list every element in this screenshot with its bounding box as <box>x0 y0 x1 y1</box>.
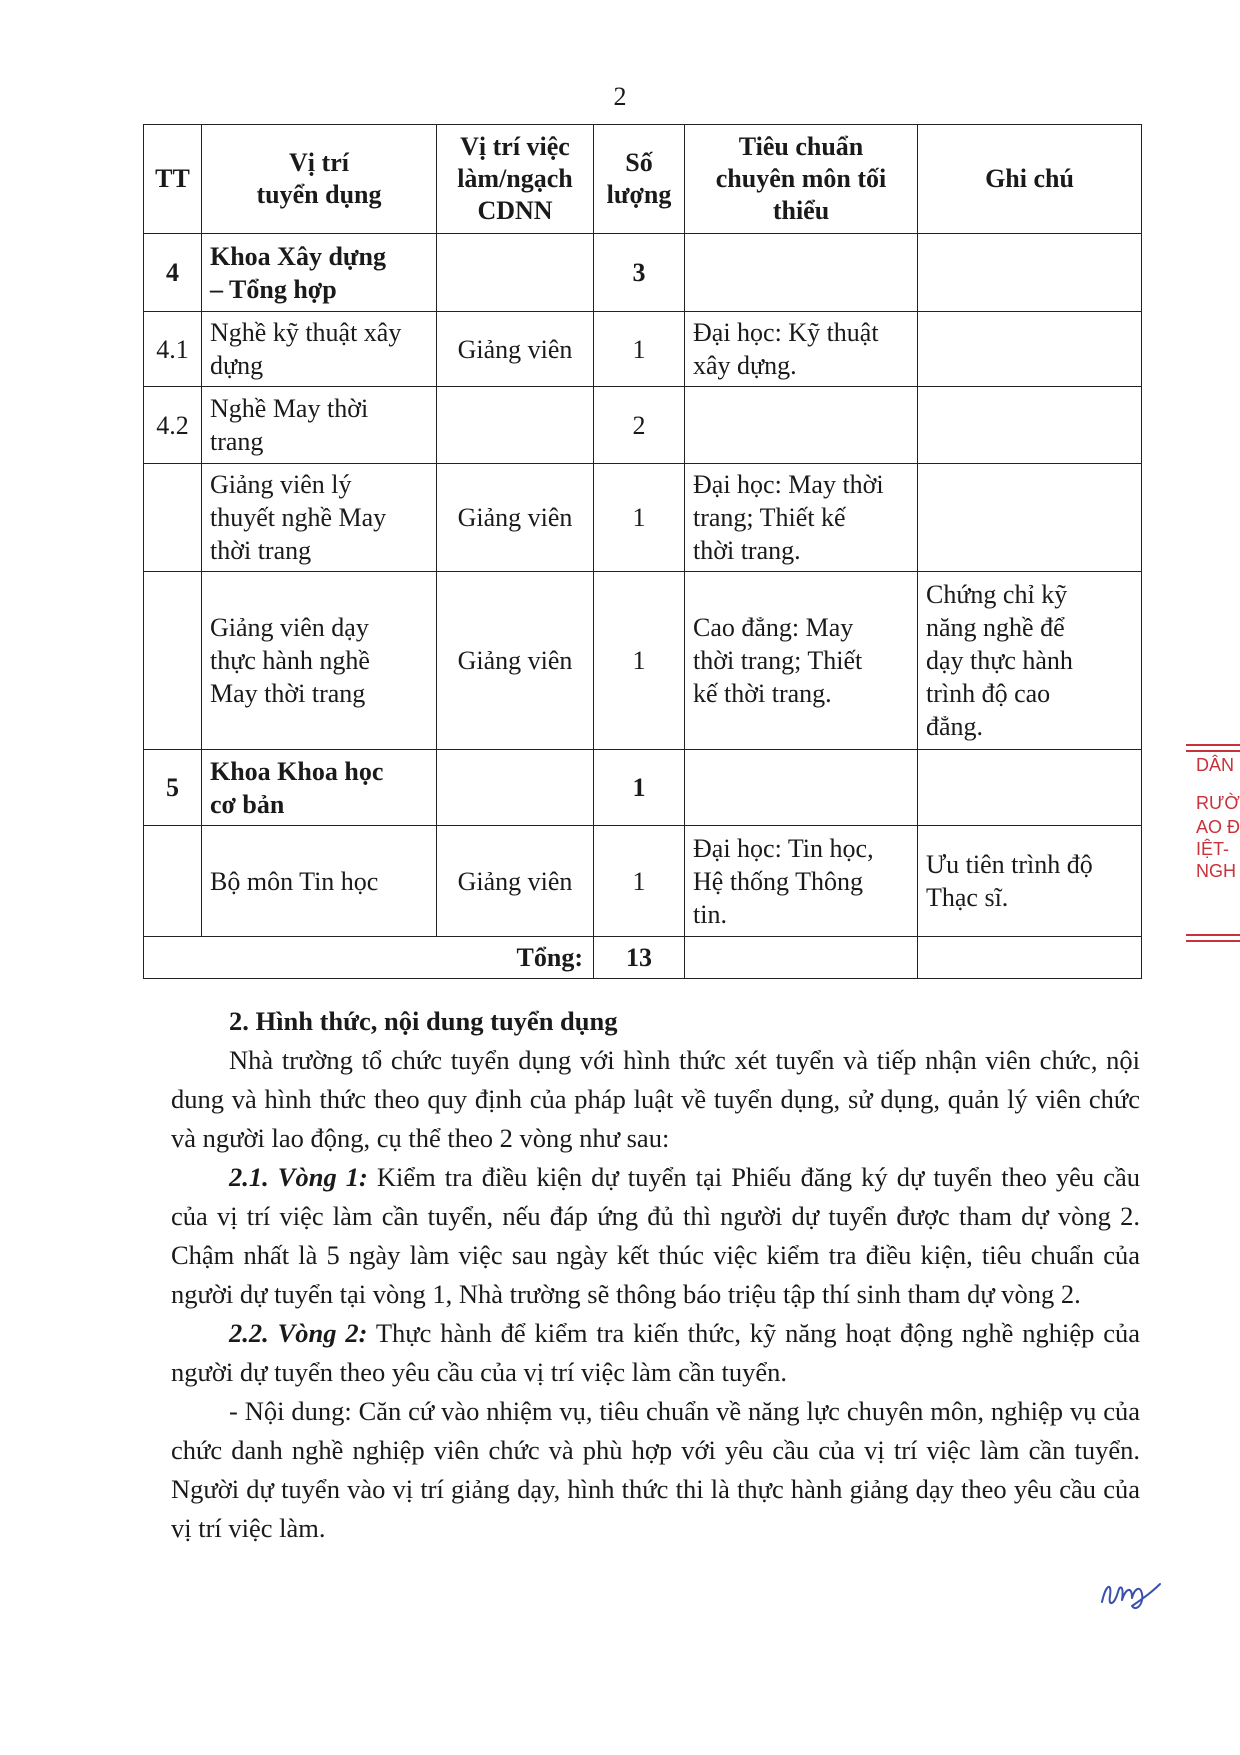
row-job: Giảng viên <box>437 464 594 572</box>
row-count: 2 <box>594 387 685 464</box>
recruitment-table <box>143 124 1142 979</box>
stamp-text-3: AO Đ <box>1196 817 1240 837</box>
table-row <box>144 234 1142 312</box>
total-empty-cell <box>918 937 1142 979</box>
signature-initials <box>1096 1576 1166 1616</box>
header-job: Vị trí việc làm/ngạch CDNN <box>437 125 594 234</box>
table-row <box>144 572 1142 750</box>
row-position: Nghề May thời trang <box>202 387 437 464</box>
table-row <box>144 312 1142 387</box>
row-count: 1 <box>594 464 685 572</box>
row-standard <box>685 387 918 464</box>
header-standard: Tiêu chuẩn chuyên môn tối thiểu <box>685 125 918 234</box>
row-tt <box>144 826 202 937</box>
round1-paragraph <box>171 1158 1140 1314</box>
row-standard: Đại học: Kỹ thuật xây dựng. <box>685 312 918 387</box>
intro-paragraph: Nhà trường tổ chức tuyển dụng với hình thức xét tuyển và tiếp nhận viên chức, nội dung và hình thức theo quy định của pháp luật về tuyển dụng, sử dụng, quản lý viên chức và người lao động, cụ thể theo 2 vòng như sau: <box>171 1045 1140 1153</box>
row-count: 3 <box>594 234 685 312</box>
row-count: 1 <box>594 572 685 750</box>
table-row <box>144 750 1142 826</box>
table-row <box>144 464 1142 572</box>
page-number: 2 <box>613 82 627 111</box>
section-heading: 2. Hình thức, nội dung tuyển dụng <box>229 1006 618 1036</box>
stamp-text-5: NGH <box>1196 861 1236 881</box>
table-header-row <box>144 125 1142 234</box>
row-standard <box>685 750 918 826</box>
table-total-row <box>144 937 1142 979</box>
row-note <box>918 464 1142 572</box>
header-count: Số lượng <box>594 125 685 234</box>
header-tt: TT <box>144 125 202 234</box>
round2-text: Thực hành để kiểm tra kiến thức, kỹ năng hoạt động nghề nghiệp của người dự tuyển theo yêu cầu của vị trí việc làm cần tuyển. <box>171 1318 1140 1387</box>
row-count: 1 <box>594 826 685 937</box>
row-position: Khoa Khoa học cơ bản <box>202 750 437 826</box>
row-tt <box>144 572 202 750</box>
row-standard: Đại học: Tin học, Hệ thống Thông tin. <box>685 826 918 937</box>
row-tt: 5 <box>144 750 202 826</box>
stamp-text-2: RƯỜ <box>1196 793 1240 813</box>
row-count: 1 <box>594 312 685 387</box>
row-tt: 4.1 <box>144 312 202 387</box>
row-position: Khoa Xây dựng – Tổng hợp <box>202 234 437 312</box>
row-position: Giảng viên lý thuyết nghề May thời trang <box>202 464 437 572</box>
row-tt: 4.2 <box>144 387 202 464</box>
table-row <box>144 387 1142 464</box>
row-note: Ưu tiên trình độ Thạc sĩ. <box>918 826 1142 937</box>
stamp-text-1: DÂN <box>1196 755 1235 775</box>
red-stamp-fragment <box>1186 738 1240 948</box>
total-empty-cell <box>685 937 918 979</box>
row-note <box>918 750 1142 826</box>
row-job <box>437 750 594 826</box>
total-label: Tổng: <box>144 937 594 979</box>
row-note <box>918 234 1142 312</box>
row-position: Bộ môn Tin học <box>202 826 437 937</box>
row-standard <box>685 234 918 312</box>
round2-label: 2.2. Vòng 2: <box>229 1318 368 1348</box>
total-value: 13 <box>594 937 685 979</box>
stamp-text-4: IỆT- <box>1196 839 1230 859</box>
row-note: Chứng chỉ kỹ năng nghề để dạy thực hành trình độ cao đẳng. <box>918 572 1142 750</box>
row-job <box>437 234 594 312</box>
header-position: Vị trí tuyển dụng <box>202 125 437 234</box>
section-body <box>171 1002 1140 1548</box>
round1-label: 2.1. Vòng 1: <box>229 1162 368 1192</box>
row-position: Giảng viên dạy thực hành nghề May thời trang <box>202 572 437 750</box>
row-job <box>437 387 594 464</box>
row-tt: 4 <box>144 234 202 312</box>
row-count: 1 <box>594 750 685 826</box>
row-job: Giảng viên <box>437 312 594 387</box>
row-note <box>918 387 1142 464</box>
content-paragraph: - Nội dung: Căn cứ vào nhiệm vụ, tiêu chuẩn về năng lực chuyên môn, nghiệp vụ của chức danh nghề nghiệp viên chức và phù hợp với yêu cầu của vị trí việc làm cần tuyển. Người dự tuyển vào vị trí giảng dạy, hình thức thi là thực hành giảng dạy theo yêu cầu của vị trí việc làm. <box>171 1396 1140 1543</box>
row-job: Giảng viên <box>437 572 594 750</box>
header-note: Ghi chú <box>918 125 1142 234</box>
row-tt <box>144 464 202 572</box>
row-job: Giảng viên <box>437 826 594 937</box>
table-row <box>144 826 1142 937</box>
row-position: Nghề kỹ thuật xây dựng <box>202 312 437 387</box>
row-note <box>918 312 1142 387</box>
round1-text: Kiểm tra điều kiện dự tuyển tại Phiếu đăng ký dự tuyển theo yêu cầu của vị trí việc làm cần tuyển, nếu đáp ứng đủ thì người dự tuyển được tham dự vòng 2. Chậm nhất là 5 ngày làm việc sau ngày kết thúc việc kiểm tra điều kiện, tiêu chuẩn của người dự tuyển tại vòng 1, Nhà trường sẽ thông báo triệu tập thí sinh tham dự vòng 2. <box>171 1162 1140 1309</box>
row-standard: Đại học: May thời trang; Thiết kế thời trang. <box>685 464 918 572</box>
row-standard: Cao đẳng: May thời trang; Thiết kế thời trang. <box>685 572 918 750</box>
round2-paragraph <box>171 1314 1140 1392</box>
